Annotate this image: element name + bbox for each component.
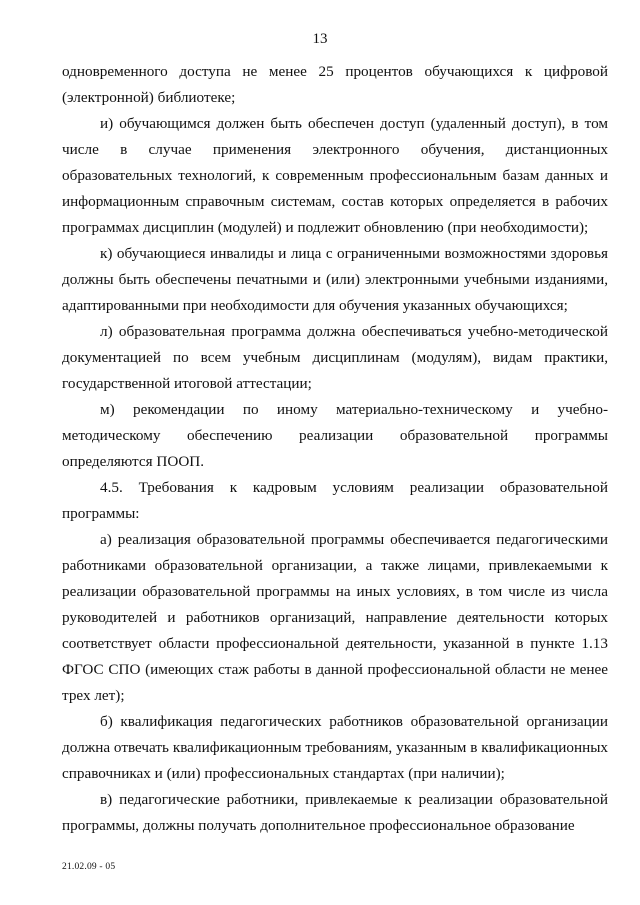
paragraph-item-k: к) обучающиеся инвалиды и лица с ограниченными возможностями здоровья должны быть обеспечены печатными и (или) электронными учебными изданиями, адаптированными при необходимости для обучения указанных обучающихся; <box>62 245 608 314</box>
document-body <box>62 59 608 839</box>
paragraph-item-v: в) педагогические работники, привлекаемые к реализации образовательной программы, должны получать дополнительное профессиональное образование <box>62 791 608 834</box>
page-number: 13 <box>312 31 328 47</box>
section-heading-4-5: 4.5. Требования к кадровым условиям реализации образовательной программы: <box>62 479 608 522</box>
paragraph-item-b: б) квалификация педагогических работников образовательной организации должна отвечать квалификационным требованиям, указанным в квалификационных справочниках и (или) профессиональных стандартах (при наличии); <box>62 713 608 782</box>
footer-code: 21.02.09 - 05 <box>62 862 116 872</box>
paragraph-item-i: и) обучающимся должен быть обеспечен доступ (удаленный доступ), в том числе в случае применения электронного обучения, дистанционных образовательных технологий, к современным профессиональным базам данных и информационным справочным системам, состав которых определяется в рабочих программах дисциплин (модулей) и подлежит обновлению (при необходимости); <box>62 115 608 236</box>
paragraph-item-l: л) образовательная программа должна обеспечиваться учебно-методической документацией по всем учебным дисциплинам (модулям), видам практики, государственной итоговой аттестации; <box>62 323 608 392</box>
paragraph-item-m: м) рекомендации по иному материально-техническому и учебно-методическому обеспечению реализации образовательной программы определяются ПООП. <box>62 401 608 470</box>
paragraph-item-a: а) реализация образовательной программы обеспечивается педагогическими работниками образовательной организации, а также лицами, привлекаемыми к реализации образовательной программы на иных условиях, в том числе из числа руководителей и работников организаций, направление деятельности которых соответствует области профессиональной деятельности, указанной в пункте 1.13 ФГОС СПО (имеющих стаж работы в данной профессиональной области не менее трех лет); <box>62 531 608 704</box>
paragraph-continuation: одновременного доступа не менее 25 процентов обучающихся к цифровой (электронной) библиотеке; <box>62 63 608 106</box>
